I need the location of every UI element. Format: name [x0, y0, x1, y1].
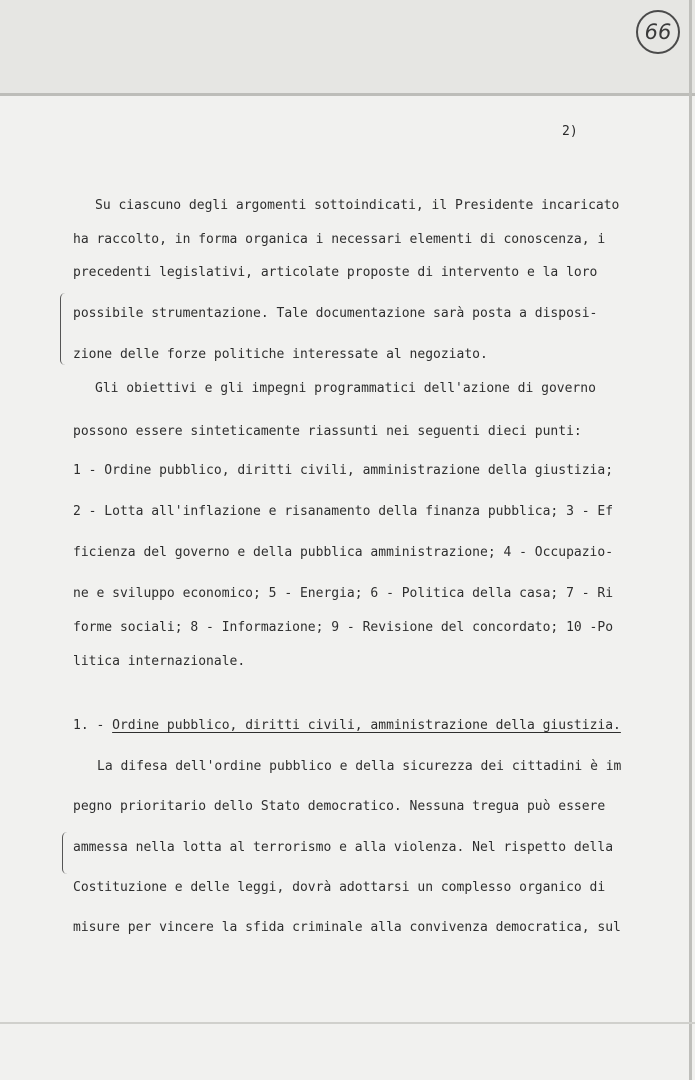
- paper-right-edge: [689, 0, 692, 1080]
- section-number: 2): [562, 124, 578, 139]
- intro-line: ha raccolto, in forma organica i necessari elementi di conoscenza, i: [73, 232, 606, 247]
- intro-line: Su ciascuno degli argomenti sottoindicati, il Presidente incaricato: [95, 198, 620, 213]
- objectives-line: possono essere sinteticamente riassunti nei seguenti dieci punti:: [73, 424, 582, 439]
- margin-bracket: [60, 293, 65, 365]
- section-heading-number: 1. -: [73, 718, 113, 733]
- handwritten-page-number: [636, 10, 680, 54]
- intro-line: possibile strumentazione. Tale documentazione sarà posta a disposi-: [73, 306, 598, 321]
- margin-bracket: [62, 832, 67, 874]
- top-page-strip: [0, 0, 695, 96]
- section-heading-title: Ordine pubblico, diritti civili, amministrazione della giustizia.: [112, 718, 621, 733]
- body-line: misure per vincere la sfida criminale alla convivenza democratica, sul: [73, 920, 621, 935]
- intro-line: precedenti legislativi, articolate proposte di intervento e la loro: [73, 265, 598, 280]
- page-number-text: 66: [644, 20, 672, 44]
- body-line: pegno prioritario dello Stato democratico. Nessuna tregua può essere: [73, 799, 606, 814]
- body-line: ammessa nella lotta al terrorismo e alla violenza. Nel rispetto della: [73, 840, 614, 855]
- objectives-line: Gli obiettivi e gli impegni programmatici dell'azione di governo: [95, 381, 596, 396]
- points-line: ficienza del governo e della pubblica amministrazione; 4 - Occupazio-: [73, 545, 614, 560]
- body-line: La difesa dell'ordine pubblico e della sicurezza dei cittadini è im: [97, 759, 622, 774]
- points-line: litica internazionale.: [73, 654, 246, 669]
- points-line: 2 - Lotta all'inflazione e risanamento della finanza pubblica; 3 - Ef: [73, 504, 614, 519]
- points-line: forme sociali; 8 - Informazione; 9 - Revisione del concordato; 10 -Po: [73, 620, 614, 635]
- points-line: ne e sviluppo economico; 5 - Energia; 6 - Politica della casa; 7 - Ri: [73, 586, 614, 601]
- body-line: Costituzione e delle leggi, dovrà adottarsi un complesso organico di: [73, 880, 606, 895]
- paper-top-edge: [0, 93, 695, 96]
- points-line: 1 - Ordine pubblico, diritti civili, amministrazione della giustizia;: [73, 463, 614, 478]
- paper-bottom-edge: [0, 1022, 695, 1024]
- section-heading: [73, 718, 621, 733]
- intro-line: zione delle forze politiche interessate al negoziato.: [73, 347, 488, 362]
